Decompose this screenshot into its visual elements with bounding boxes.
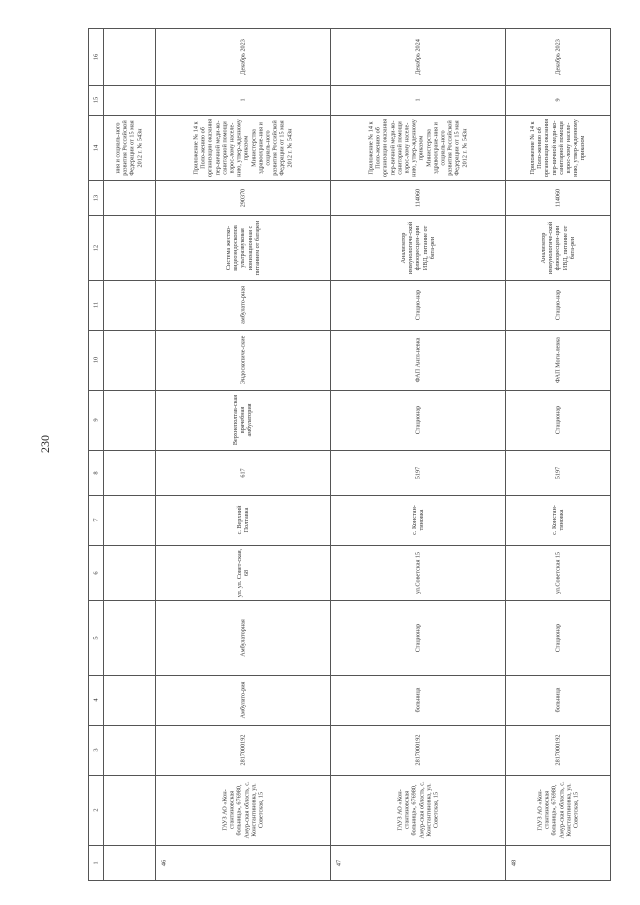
- table-cell-col-7-text: с. Констан-тиновка: [410, 505, 425, 535]
- header-col-14-text: 14: [91, 144, 99, 151]
- table-cell-col-6-text: ул. ул. Совет-ская, 68: [235, 548, 250, 597]
- table-cell-col-10: [156, 331, 329, 389]
- table-cell-col-7: [506, 496, 609, 544]
- table-cell-col-3: [156, 726, 329, 774]
- table-cell-col-12-text: Анализатор иммунологиче-ской флюоресцен-ции ИВД, питание от бата-реи: [539, 221, 576, 274]
- table-rule: [610, 28, 611, 881]
- table-cell-col-14: [331, 116, 504, 179]
- table-cell-col-2-text: ГАУЗ АО «Кон-стантиновская больница», 676980, Амур-ская область, с. Константиновка, ул. Советская, 15: [535, 781, 579, 839]
- table-cell-col-4-text: больница: [553, 687, 561, 713]
- table-cell-col-6: [331, 546, 504, 599]
- header-col-1: [89, 846, 102, 879]
- table-cell-col-6: [506, 546, 609, 599]
- header-col-10: [89, 331, 102, 389]
- table-cell-col-5: [331, 601, 504, 674]
- table-rule: [88, 845, 610, 846]
- row-number: [332, 848, 346, 878]
- header-col-7: [89, 496, 102, 544]
- table-cell-col-7: [156, 496, 329, 544]
- table-cell-col-12: [156, 216, 329, 279]
- header-col-13-text: 13: [91, 194, 99, 201]
- row-number-text: 47: [335, 859, 343, 867]
- table-cell-col-15-text: 1: [413, 98, 421, 102]
- table-cell-col-4-text: Амбулато-рия: [238, 681, 246, 719]
- table-cell-col-2: [506, 776, 609, 844]
- table-cell-col-10-text: ФАП Англ-невка: [413, 337, 421, 383]
- table-cell-col-11-text: амбулато-рная: [238, 286, 246, 324]
- table-cell-col-9: [156, 391, 329, 449]
- table-cell-col-14-text: Приложение № 14 к Поло-жению об организации оказания пер-вичной меди-ко-санитарной помощи взрос-лому населе-нию, утвер-жденному приказом Министерства здравоохране-ния и социаль-ного развития Российской Федерации от 15 мая 2012 г. № 543н: [192, 118, 293, 177]
- table-cell-col-11-text: Стацио-нар: [413, 289, 421, 321]
- table-cell-col-4: [156, 676, 329, 724]
- header-col-14: [89, 116, 102, 179]
- header-col-11-text: 11: [91, 301, 99, 309]
- row-number: [157, 848, 171, 878]
- header-col-3-text: 3: [91, 748, 99, 752]
- page-number: 230: [38, 435, 52, 453]
- table-cell-col-5-text: Амбулаторная: [238, 618, 246, 657]
- table-cell-col-16: [506, 29, 609, 84]
- header-col-7-text: 7: [91, 518, 99, 522]
- table-cell-col-12: [506, 216, 609, 279]
- table-cell-col-7: [331, 496, 504, 544]
- table-cell-col-5: [156, 601, 329, 674]
- table-cell-col-13-text: 114060: [413, 188, 421, 207]
- table-cell-col-5-text: Стационар: [413, 623, 421, 652]
- table-cell-col-10-text: ФАП Моги-левка: [553, 337, 561, 383]
- header-col-10-text: 10: [91, 356, 99, 364]
- header-col-16: [89, 29, 102, 84]
- table-cell-col-16-text: Декабрь 2023: [553, 38, 561, 75]
- table-cell-col-16-text: Декабрь 2024: [413, 38, 421, 75]
- table-cell-col-7-text: с. Верхний Полтавка: [235, 505, 250, 535]
- table-cell-col-15: [506, 86, 609, 114]
- table-cell-col-8-text: 5197: [553, 466, 561, 479]
- header-col-6: [89, 546, 102, 599]
- table-cell-col-10: [331, 331, 504, 389]
- table-cell-col-15: [331, 86, 504, 114]
- header-col-11: [89, 281, 102, 329]
- header-col-1-text: 1: [91, 860, 99, 865]
- table-cell-col-6-text: ул.Советская 15: [413, 551, 421, 594]
- header-col-9: [89, 391, 102, 449]
- table-cell-col-16: [156, 29, 329, 84]
- table-cell-col-7-text: с. Констан-тиновка: [550, 505, 565, 535]
- table-cell-col-14-text: ния и социаль-ного развития Российской Федерации от 15 мая 2012 г. № 543н: [114, 119, 144, 176]
- row-number-text: 48: [510, 859, 518, 867]
- table-cell-col-14: [506, 116, 609, 179]
- table-cell-col-5: [506, 601, 609, 674]
- table-cell-col-10: [506, 331, 609, 389]
- header-col-8: [89, 451, 102, 494]
- table-cell-col-8: [331, 451, 504, 494]
- table-rule: [88, 880, 610, 881]
- table-cell-col-11: [156, 281, 329, 329]
- header-col-4-text: 4: [91, 698, 99, 702]
- table-cell-col-10-text: Эндоскопиче-ские: [238, 335, 246, 385]
- table-cell-col-3-text: 2817000192: [553, 734, 561, 766]
- table-cell-col-4-text: больница: [413, 687, 421, 713]
- header-col-12-text: 12: [91, 244, 99, 251]
- table-cell-col-2: [331, 776, 504, 844]
- header-col-13: [89, 181, 102, 214]
- header-col-4: [89, 676, 102, 724]
- table-cell-col-12-text: Анализатор иммунологиче-ской флюоресцен-ции ИВД, питание от бата-реи: [399, 221, 436, 274]
- row-number-text: 46: [160, 859, 168, 867]
- table-cell-col-14: [104, 116, 154, 179]
- table-cell-col-5-text: Стационар: [553, 623, 561, 652]
- header-col-2: [89, 776, 102, 844]
- table-cell-col-9-text: Стационар: [553, 405, 561, 435]
- table-cell-col-6: [156, 546, 329, 599]
- table-cell-col-8: [156, 451, 329, 494]
- header-col-12: [89, 216, 102, 279]
- table-cell-col-8-text: 617: [238, 467, 246, 478]
- table-cell-col-3: [331, 726, 504, 774]
- table-cell-col-9: [331, 391, 504, 449]
- table-cell-col-11: [506, 281, 609, 329]
- table-cell-col-3-text: 2817000192: [238, 734, 246, 766]
- table-cell-col-2-text: ГАУЗ АО «Кон-стантиновская больница», 676980, Амур-ская область, с. Константиновка, ул. Советская, 15: [395, 781, 439, 839]
- table-cell-col-11: [331, 281, 504, 329]
- table-cell-col-2: [156, 776, 329, 844]
- table-cell-col-15: [156, 86, 329, 114]
- header-col-6-text: 6: [91, 570, 99, 575]
- table-cell-col-13-text: 290370: [238, 188, 246, 207]
- table-cell-col-8: [506, 451, 609, 494]
- table-cell-col-14-text: Приложение № 14 к Поло-жению об организации оказания пер-вичной меди-ко-санитарной помощи взрос-лому населе-нию, утвер-жденному приказом: [528, 118, 587, 177]
- table-cell-col-9-text: Стационар: [413, 405, 421, 435]
- table-cell-col-14: [156, 116, 329, 179]
- header-col-16-text: 16: [91, 53, 99, 60]
- table-cell-col-9-text: Верхнеполтав-ская врачебная амбулатория: [231, 394, 254, 446]
- header-col-5: [89, 601, 102, 674]
- header-col-15: [89, 86, 102, 114]
- table-cell-col-13: [331, 181, 504, 214]
- table-cell-col-8-text: 5197: [413, 466, 421, 479]
- header-col-9-text: 9: [91, 418, 99, 422]
- table-cell-col-14-text: Приложение № 14 к Поло-жению об организации оказания пер-вичной меди-ко-санитарной помощи взрос-лому населе-нию, утвер-жденному приказом Министерства здравоохране-ния и социаль-ного развития Российской Федерации от 15 мая 2012 г. № 543н: [367, 118, 468, 177]
- table-cell-col-2-text: ГАУЗ АО «Кон-стантиновская больница», 676980, Амур-ская область, с. Константиновка, ул. Советская, 15: [220, 781, 264, 839]
- table-cell-col-13: [506, 181, 609, 214]
- table-cell-col-12: [331, 216, 504, 279]
- header-col-15-text: 15: [91, 96, 99, 104]
- header-col-8-text: 8: [91, 470, 99, 475]
- table-cell-col-15-text: 1: [238, 98, 246, 102]
- table-cell-col-15-text: 9: [553, 98, 561, 102]
- table-cell-col-3-text: 2817000192: [413, 734, 421, 766]
- table-cell-col-4: [506, 676, 609, 724]
- table-cell-col-6-text: ул.Советская 15: [553, 551, 561, 594]
- header-col-3: [89, 726, 102, 774]
- table-cell-col-3: [506, 726, 609, 774]
- table-cell-col-16-text: Декабрь 2023: [238, 38, 246, 75]
- header-col-2-text: 2: [91, 808, 99, 812]
- table-cell-col-11-text: Стацио-нар: [553, 289, 561, 321]
- table-cell-col-4: [331, 676, 504, 724]
- table-cell-col-16: [331, 29, 504, 84]
- table-cell-col-9: [506, 391, 609, 449]
- table-cell-col-12-text: Система жестко-видеоэндоскопов ультразвуковая ионизационная с питанием от батареи: [224, 220, 261, 275]
- header-col-5-text: 5: [91, 635, 99, 640]
- row-number: [507, 848, 521, 878]
- table-cell-col-13: [156, 181, 329, 214]
- table-cell-col-13-text: 114060: [553, 188, 561, 207]
